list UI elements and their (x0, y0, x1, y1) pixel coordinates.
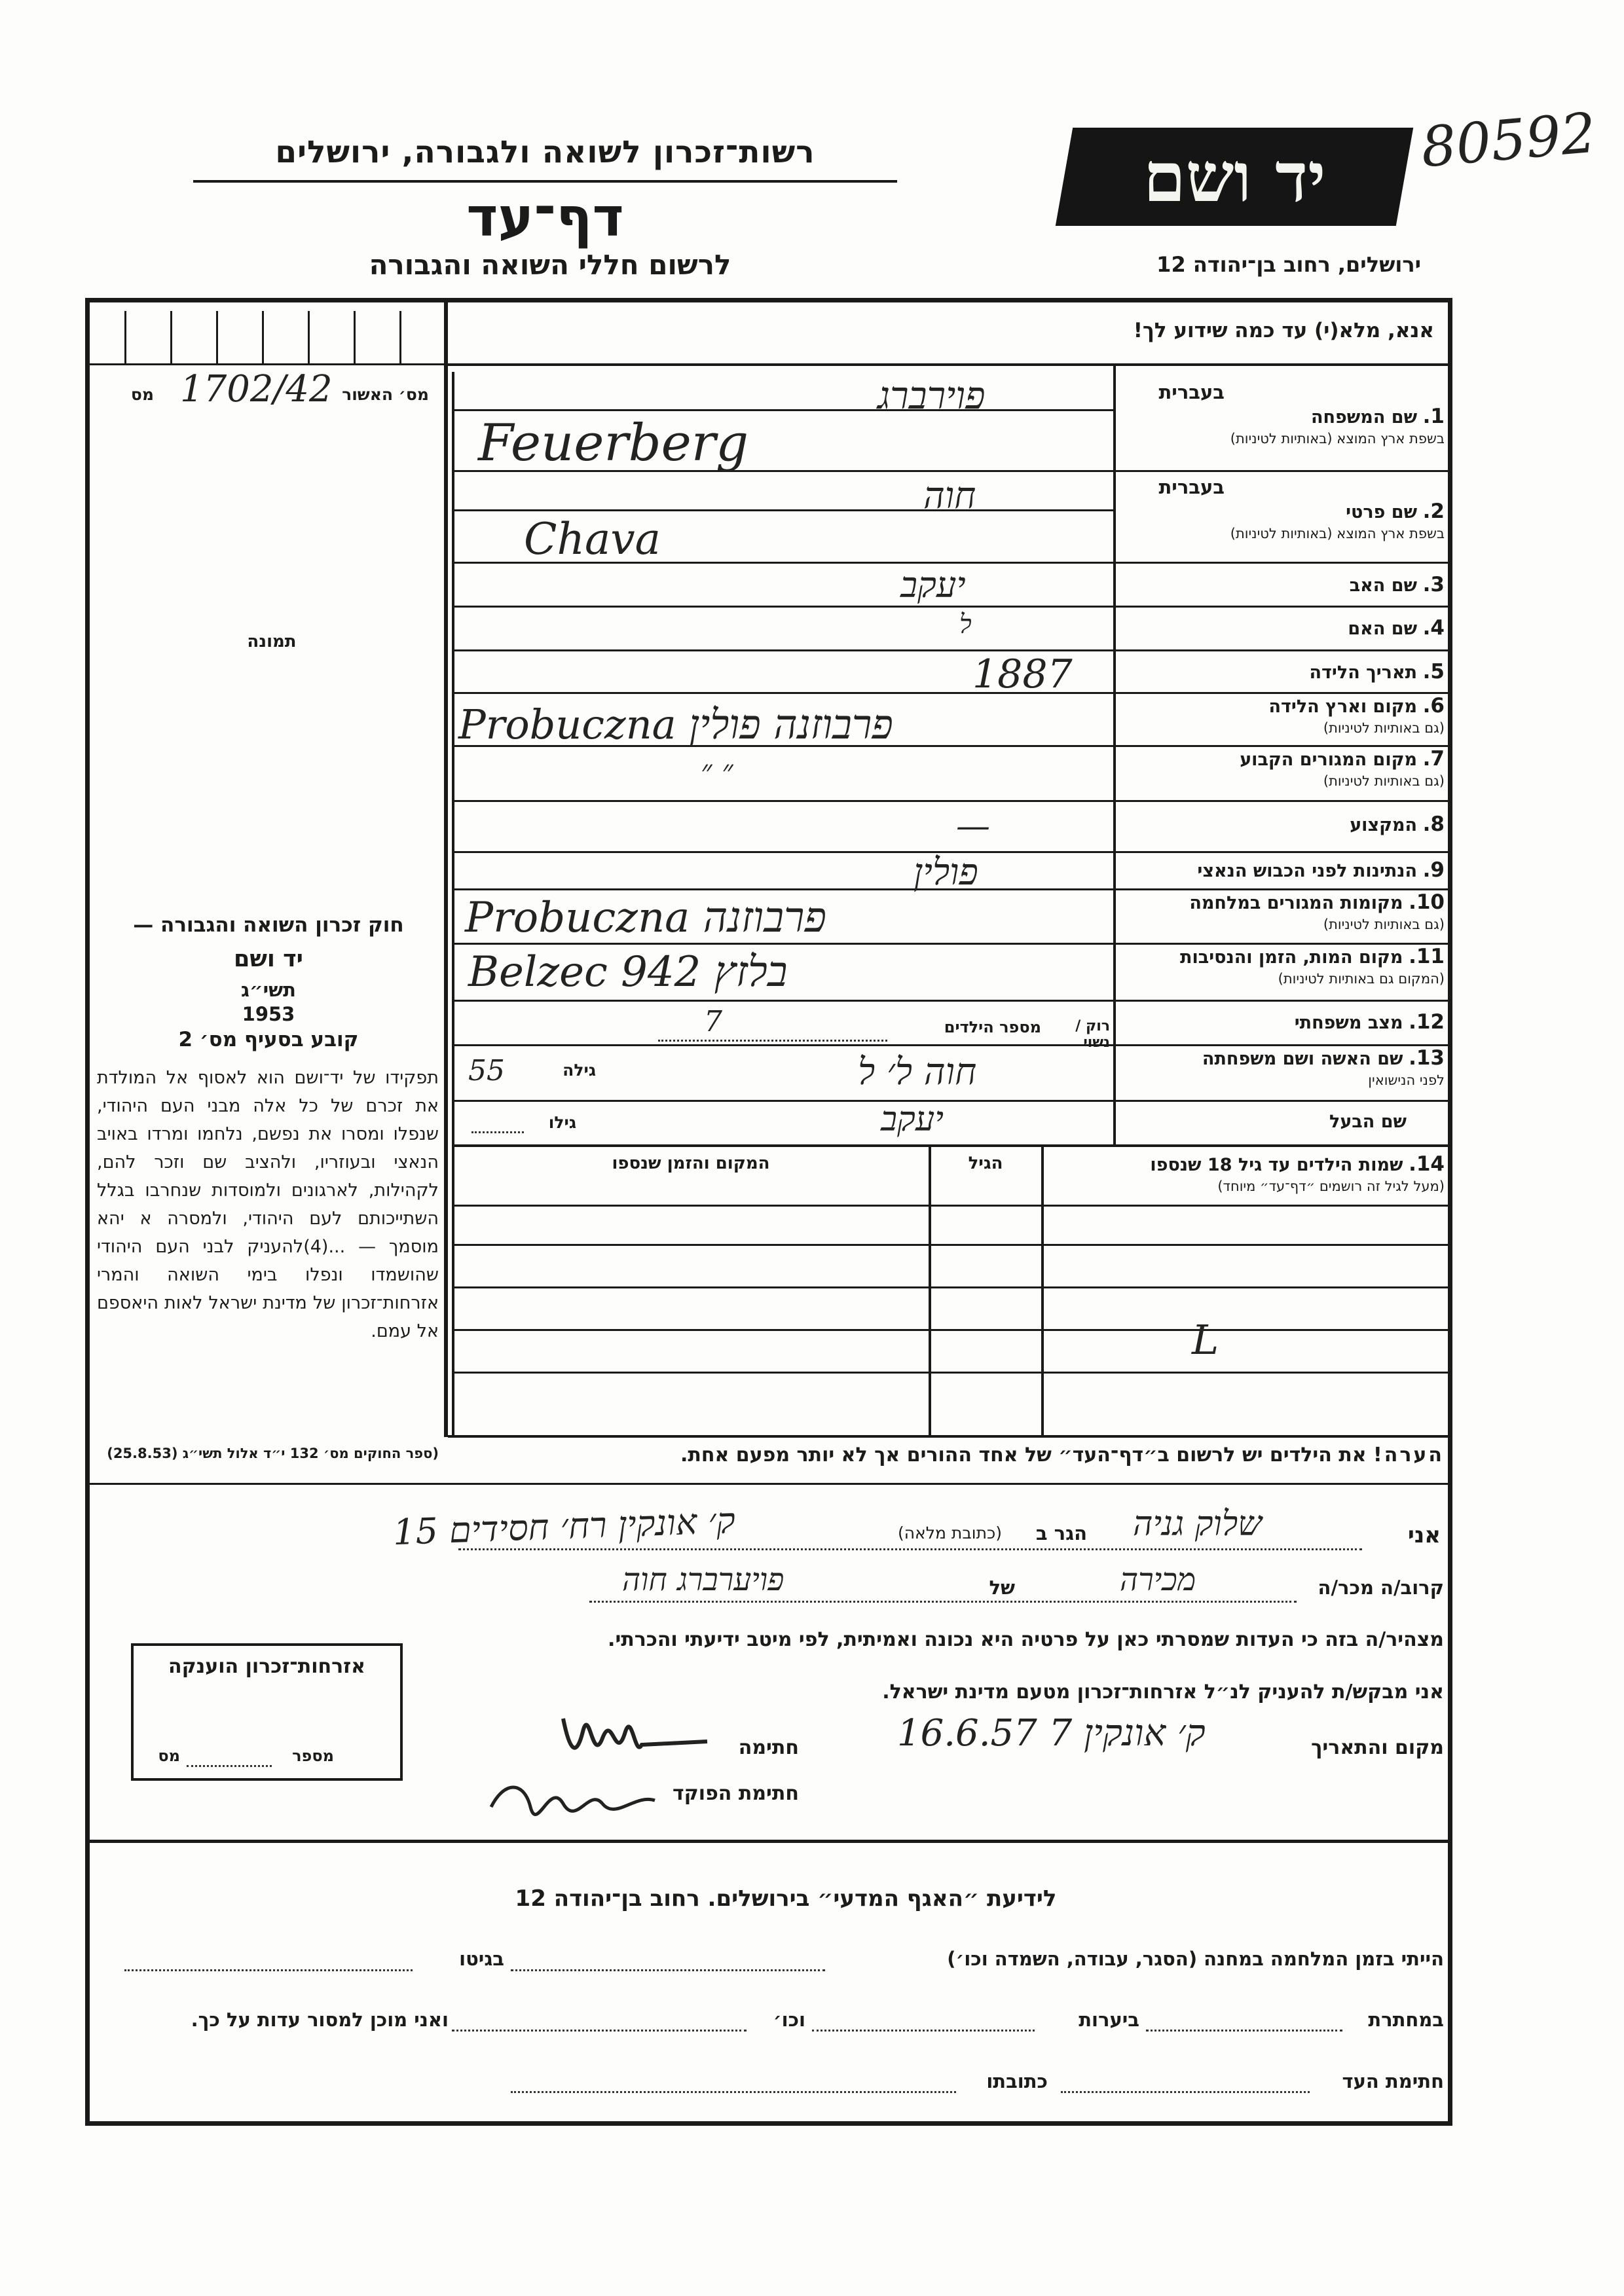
decl-resides-label: הגר ב (1035, 1522, 1087, 1544)
authority-underline (193, 180, 897, 183)
photo-label: תמונה (247, 632, 297, 651)
address: ירושלים, רחוב בן־יהודה 12 (1156, 252, 1421, 277)
decl-of-value: פויערברג חוה (622, 1561, 784, 1598)
decl-place-date-value: ק׳ אונקין 7 16.6.57 (897, 1712, 1206, 1755)
witness-row1-end: בגיטו (459, 1948, 504, 1970)
field-10-num: 10. (1409, 890, 1445, 914)
given-name-latin: Chava (524, 514, 661, 564)
field-2-text: שם פרטי (1346, 502, 1418, 522)
law-source: (ספר החוקים מס׳ 132 י״ד אלול תשי״ג (25.8.53) (107, 1446, 439, 1461)
field-14-text: שמות הילדים עד גיל 18 שנספו (1150, 1155, 1403, 1175)
witness-row3-label: חתימת העד (1342, 2070, 1444, 2092)
children-mark: L (1192, 1316, 1219, 1364)
field-3-label (1118, 574, 1445, 596)
nationality: פולין (913, 851, 978, 894)
mother-name: ל (959, 610, 972, 640)
witness-row2-etc: וכו׳ (773, 2009, 805, 2031)
citizenship-title: אזרחות־זכרון הוענקה (168, 1655, 366, 1678)
field-10-label (1118, 892, 1445, 935)
registration-label: מס׳ האשור (342, 385, 429, 404)
field-1-label (1118, 406, 1445, 449)
given-name-hebrew: חוה (923, 475, 976, 517)
field-5-text: תאריך הלידה (1309, 663, 1418, 683)
children-table-title (1048, 1154, 1445, 1197)
field-3-num: 3. (1422, 573, 1445, 596)
field-6-text: מקום וארץ הלידה (1268, 697, 1418, 717)
field-12-num: 12. (1409, 1010, 1445, 1034)
wife-age: 55 (468, 1054, 505, 1087)
residence: ״ ״ (701, 753, 733, 788)
wartime-residence: Probuczna פרבוזנה (465, 894, 826, 942)
husband-text: שם הבעל (1329, 1112, 1407, 1132)
field-11-label (1118, 946, 1445, 989)
field-9-text: הנתינות לפני הכבוש הנאצי (1197, 861, 1418, 881)
field-11-sub: (המקום גם באותיות לטיניות) (1278, 971, 1445, 987)
field-13-label (1118, 1048, 1445, 1091)
field-4-num: 4. (1422, 616, 1445, 640)
registration-prefix: מס (130, 385, 154, 404)
note (458, 1444, 1444, 1467)
field-12-text: מצב משפחתי (1294, 1013, 1403, 1033)
yad-vashem-logo (1056, 128, 1413, 226)
decl-address-value: ק׳ אונקין רח׳ חסידים 15 (392, 1499, 736, 1554)
field-8-num: 8. (1422, 812, 1445, 836)
witness-row1-label: הייתי בזמן המלחמה במחנה (הסגר, עבודה, השמדה וכו׳) (947, 1948, 1444, 1970)
decl-relative-label: קרוב/ה מכר/ה (1318, 1576, 1444, 1599)
decl-i-value: שלוק גניה (1133, 1504, 1262, 1544)
field-5-label (1118, 661, 1445, 683)
field-7-sub: (גם באותיות לטיניות) (1323, 773, 1445, 789)
field-9-label (1118, 860, 1445, 882)
profession: — (956, 807, 990, 846)
field-1-num: 1. (1422, 405, 1445, 428)
citizenship-number-label: מספר (292, 1747, 334, 1765)
decl-of-label: של (989, 1576, 1015, 1599)
field-1-sub: בשפת ארץ המוצא (באותיות לטיניות) (1230, 431, 1445, 446)
witness-row3-address: כתובתו (986, 2070, 1048, 2092)
form-purpose: לרשום חללי השואה והגבורה (369, 249, 731, 281)
wife-name: חוה ל׳ ל (858, 1051, 977, 1093)
children-age-header: הגיל (968, 1154, 1003, 1173)
field-6-num: 6. (1422, 694, 1445, 718)
field-4-label (1118, 617, 1445, 640)
law-title: חוק זכרון השואה והגבורה — (133, 913, 404, 937)
decl-place-date-label: מקום והתאריך (1311, 1736, 1444, 1759)
marital-options: רוק / נשוי (1075, 1018, 1110, 1051)
field-10-sub: (גם באותיות לטיניות) (1323, 917, 1445, 932)
law-body: תפקידו של יד־ושם הוא לאסוף אל המולדת את זכרם של כל אלה מבני העם היהודי, שנפלו ומסרו את נפשם, נלחמו ומרדו באויב הנאצי ובעוזריו, ולהציב שם וזכר להם, לקהילות, לארגונים ולמוסדות שנחרבו בגלל השתייכותם לעם היהודי, ולמסרה א יהא מוסמך — ...(4)להעניק לבני העם היהודי שהושמדו ונפלו בימי השואה והמרי אזרחות־זכרון של מדינת ישראל לאות היאספם אל עמם. (97, 1068, 439, 1341)
birth-date: 1887 (972, 651, 1073, 697)
field-5-num: 5. (1422, 660, 1445, 683)
surname-hebrew: פוירברג (877, 373, 986, 418)
children-count-label: מספר הילדים (944, 1018, 1041, 1036)
decl-officer-label: חתימת הפוקד (673, 1782, 799, 1805)
decl-statement: מצהיר/ה בזה כי העדות שמסרתי כאן על פרטיה היא נכונה ואמיתית, לפי מיטב ידיעתי והכרתי. (608, 1628, 1444, 1651)
authority-title: רשות־זכרון לשואה ולגבורה, ירושלים (275, 134, 815, 170)
law-clause: קובע בסעיף מס׳ 2 (178, 1028, 359, 1051)
husband-name: יעקב (881, 1100, 944, 1139)
field-11-num: 11. (1409, 945, 1445, 968)
field-7-label (1118, 748, 1445, 792)
hebrew-col-label-2: בעברית (1158, 476, 1225, 498)
decl-relation-value: מכירה (1120, 1561, 1196, 1598)
logo-text: יד ושם (1143, 136, 1326, 217)
field-10-text: מקומות המגורים במלחמה (1189, 893, 1403, 913)
witness-row2-start: במחתרת (1368, 2009, 1444, 2031)
officer-signature (478, 1768, 674, 1840)
citizenship-number-prefix: מס (158, 1747, 180, 1765)
decl-request: אני מבקש/ת להעניק לנ״ל אזרחות־זכרון מטעם מדינת ישראל. (882, 1681, 1444, 1704)
witness-row2-end: ואני מוכן למסור עדות על כך. (191, 2009, 449, 2031)
field-6-label (1118, 695, 1445, 738)
law-year: תשי״ג (241, 979, 296, 1001)
field-1-text: שם המשפחה (1310, 407, 1418, 428)
field-8-label (1118, 814, 1445, 836)
field-14-sub: (מעל לגיל זה רושמים ״דף־עד״ מיוחד) (1217, 1178, 1445, 1194)
field-3-text: שם האב (1349, 575, 1418, 596)
death-place: Belzec 942 בלזץ (468, 948, 788, 996)
note-label: הערה! (1373, 1444, 1444, 1467)
hebrew-col-label-1: בעברית (1158, 381, 1225, 403)
field-2-num: 2. (1422, 500, 1445, 523)
field-12-label (1118, 1011, 1445, 1034)
law-year-num: 1953 (242, 1003, 295, 1025)
husband-label (1118, 1112, 1407, 1133)
field-14-num: 14. (1409, 1152, 1445, 1176)
decl-address-hint: (כתובת מלאה) (897, 1523, 1002, 1542)
wife-age-label: גילה (563, 1061, 596, 1080)
fill-request: אנא, מלא(י) עד כמה שידוע לך! (1133, 319, 1434, 342)
form-name: דף־עד (466, 187, 624, 249)
registration-number: 1702/42 (180, 368, 333, 410)
field-7-num: 7. (1422, 747, 1445, 771)
witness-heading: לידיעת ״האגף המדעי״ בירושלים. רחוב בן־יהודה 12 (515, 1886, 1057, 1912)
field-7-text: מקום המגורים הקבוע (1240, 750, 1418, 770)
field-4-text: שם האם (1348, 619, 1418, 639)
field-13-num: 13. (1409, 1046, 1445, 1070)
field-2-sub: בשפת ארץ המוצא (באותיות לטיניות) (1230, 526, 1445, 541)
field-13-sub: לפני הנישואין (1368, 1072, 1445, 1088)
witness-signature (550, 1692, 733, 1771)
decl-signature-label: חתימה (738, 1736, 799, 1759)
father-name: יעקב (900, 564, 966, 606)
field-11-text: מקום המות, הזמן והנסיבות (1180, 947, 1403, 968)
children-count: 7 (704, 1005, 722, 1038)
law-name: יד ושם (234, 946, 303, 972)
field-9-num: 9. (1422, 858, 1445, 882)
witness-row2-forest: ביערות (1079, 2009, 1139, 2031)
field-8-text: המקצוע (1350, 815, 1418, 835)
field-6-sub: (גם באותיות לטיניות) (1323, 720, 1445, 736)
field-13-text: שם האשה ושם משפחתה (1202, 1049, 1403, 1069)
note-text: את הילדים יש לרשום ב״דף־העד״ של אחד ההורים אך לא יותר מפעם אחת. (680, 1444, 1367, 1467)
husband-age-label: גילו (548, 1113, 576, 1132)
children-place-header: המקום והזמן שנספו (612, 1154, 770, 1173)
field-2-label (1118, 501, 1445, 544)
decl-i-label: אני (1407, 1522, 1441, 1548)
surname-latin: Feuerberg (478, 414, 749, 473)
archive-number: 80592 (1418, 100, 1598, 180)
birth-place: Probuczna פרבוזנה פולין (458, 701, 893, 748)
